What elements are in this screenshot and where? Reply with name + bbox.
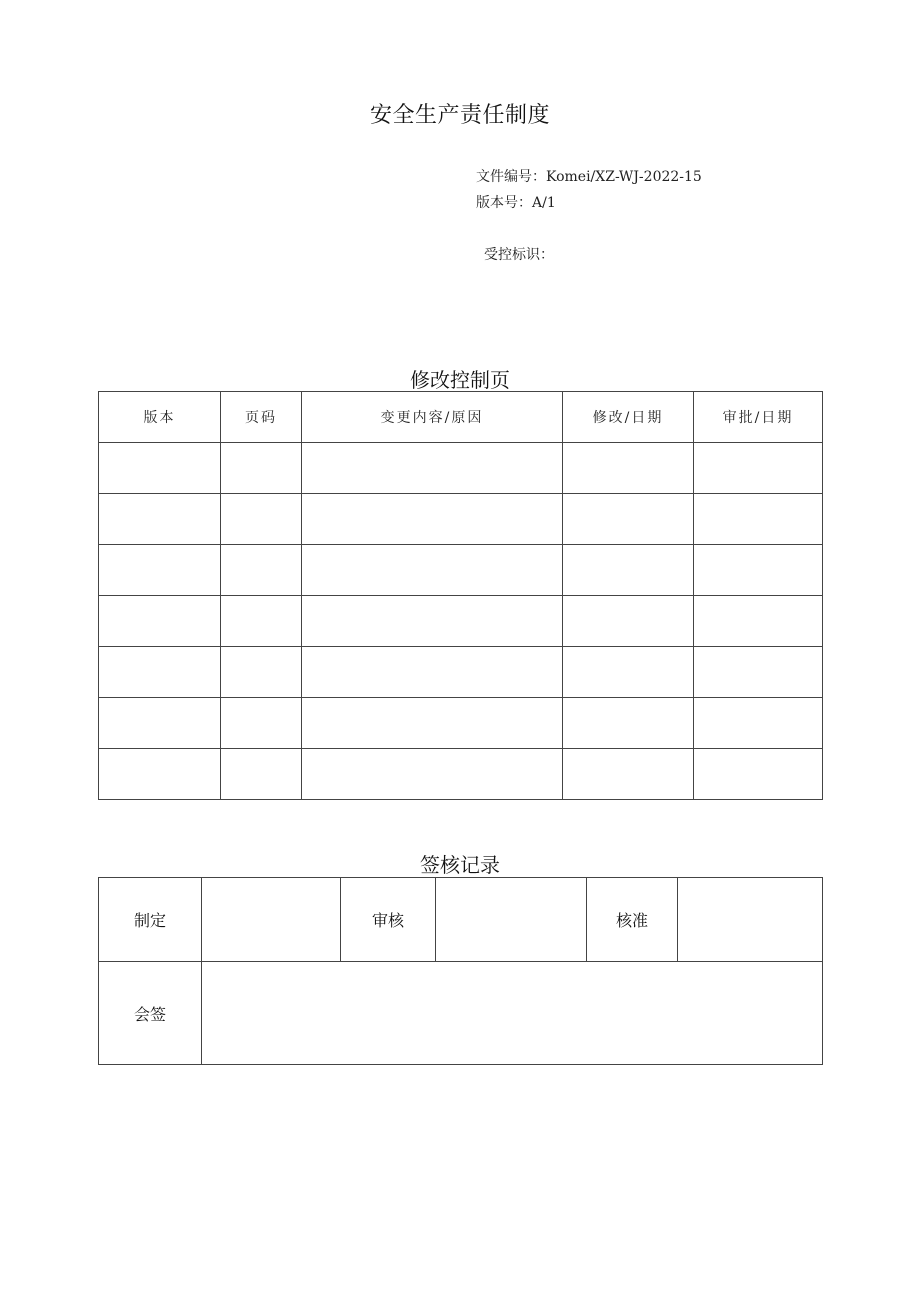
control-mark: 受控标识： <box>484 247 554 263</box>
table-cell <box>694 647 823 698</box>
table-cell <box>694 545 823 596</box>
countersign-value <box>202 962 823 1065</box>
table-cell <box>563 647 694 698</box>
file-code: 文件编号：Komei/XZ-WJ-2022-15 <box>476 169 702 185</box>
table-cell <box>302 545 563 596</box>
table-cell <box>99 545 221 596</box>
column-header-modified-date: 修改/日期 <box>563 392 694 443</box>
table-row <box>99 545 823 596</box>
table-row <box>99 596 823 647</box>
reviewed-label: 审核 <box>341 878 436 962</box>
table-cell <box>302 647 563 698</box>
table-cell <box>99 596 221 647</box>
table-cell <box>563 596 694 647</box>
revision-control-table <box>98 391 823 800</box>
table-row <box>99 494 823 545</box>
table-cell <box>99 494 221 545</box>
approved-label: 核准 <box>587 878 678 962</box>
version-number: 版本号：A/1 <box>476 195 556 211</box>
table-row <box>99 698 823 749</box>
table-cell <box>221 545 302 596</box>
table-cell <box>694 698 823 749</box>
table-row <box>99 749 823 800</box>
approved-value <box>678 878 823 962</box>
table-cell <box>563 698 694 749</box>
table-cell <box>221 749 302 800</box>
table-cell <box>563 545 694 596</box>
signoff-row <box>99 878 823 962</box>
column-header-page: 页码 <box>221 392 302 443</box>
table-cell <box>99 698 221 749</box>
table-cell <box>302 749 563 800</box>
table-row <box>99 647 823 698</box>
table-cell <box>563 443 694 494</box>
table-cell <box>694 596 823 647</box>
column-header-approved-date: 审批/日期 <box>694 392 823 443</box>
table-cell <box>694 749 823 800</box>
table-cell <box>221 596 302 647</box>
table-cell <box>221 698 302 749</box>
column-header-version: 版本 <box>99 392 221 443</box>
table-cell <box>99 647 221 698</box>
table-cell <box>302 698 563 749</box>
table-cell <box>563 494 694 545</box>
table-row <box>99 443 823 494</box>
table-cell <box>694 494 823 545</box>
table-header-row <box>99 392 823 443</box>
countersign-row <box>99 962 823 1065</box>
table-cell <box>694 443 823 494</box>
table-cell <box>302 443 563 494</box>
prepared-value <box>202 878 341 962</box>
table-cell <box>563 749 694 800</box>
countersign-label: 会签 <box>99 962 202 1065</box>
prepared-label: 制定 <box>99 878 202 962</box>
table-cell <box>99 443 221 494</box>
table-cell <box>221 494 302 545</box>
column-header-change: 变更内容/原因 <box>302 392 563 443</box>
table-cell <box>99 749 221 800</box>
table-cell <box>221 443 302 494</box>
table-cell <box>302 596 563 647</box>
revision-control-title: 修改控制页 <box>410 368 510 392</box>
signoff-record-title: 签核记录 <box>420 853 500 877</box>
reviewed-value <box>436 878 587 962</box>
table-cell <box>221 647 302 698</box>
table-cell <box>302 494 563 545</box>
signoff-record-table <box>98 877 823 1065</box>
document-title: 安全生产责任制度 <box>369 103 550 128</box>
